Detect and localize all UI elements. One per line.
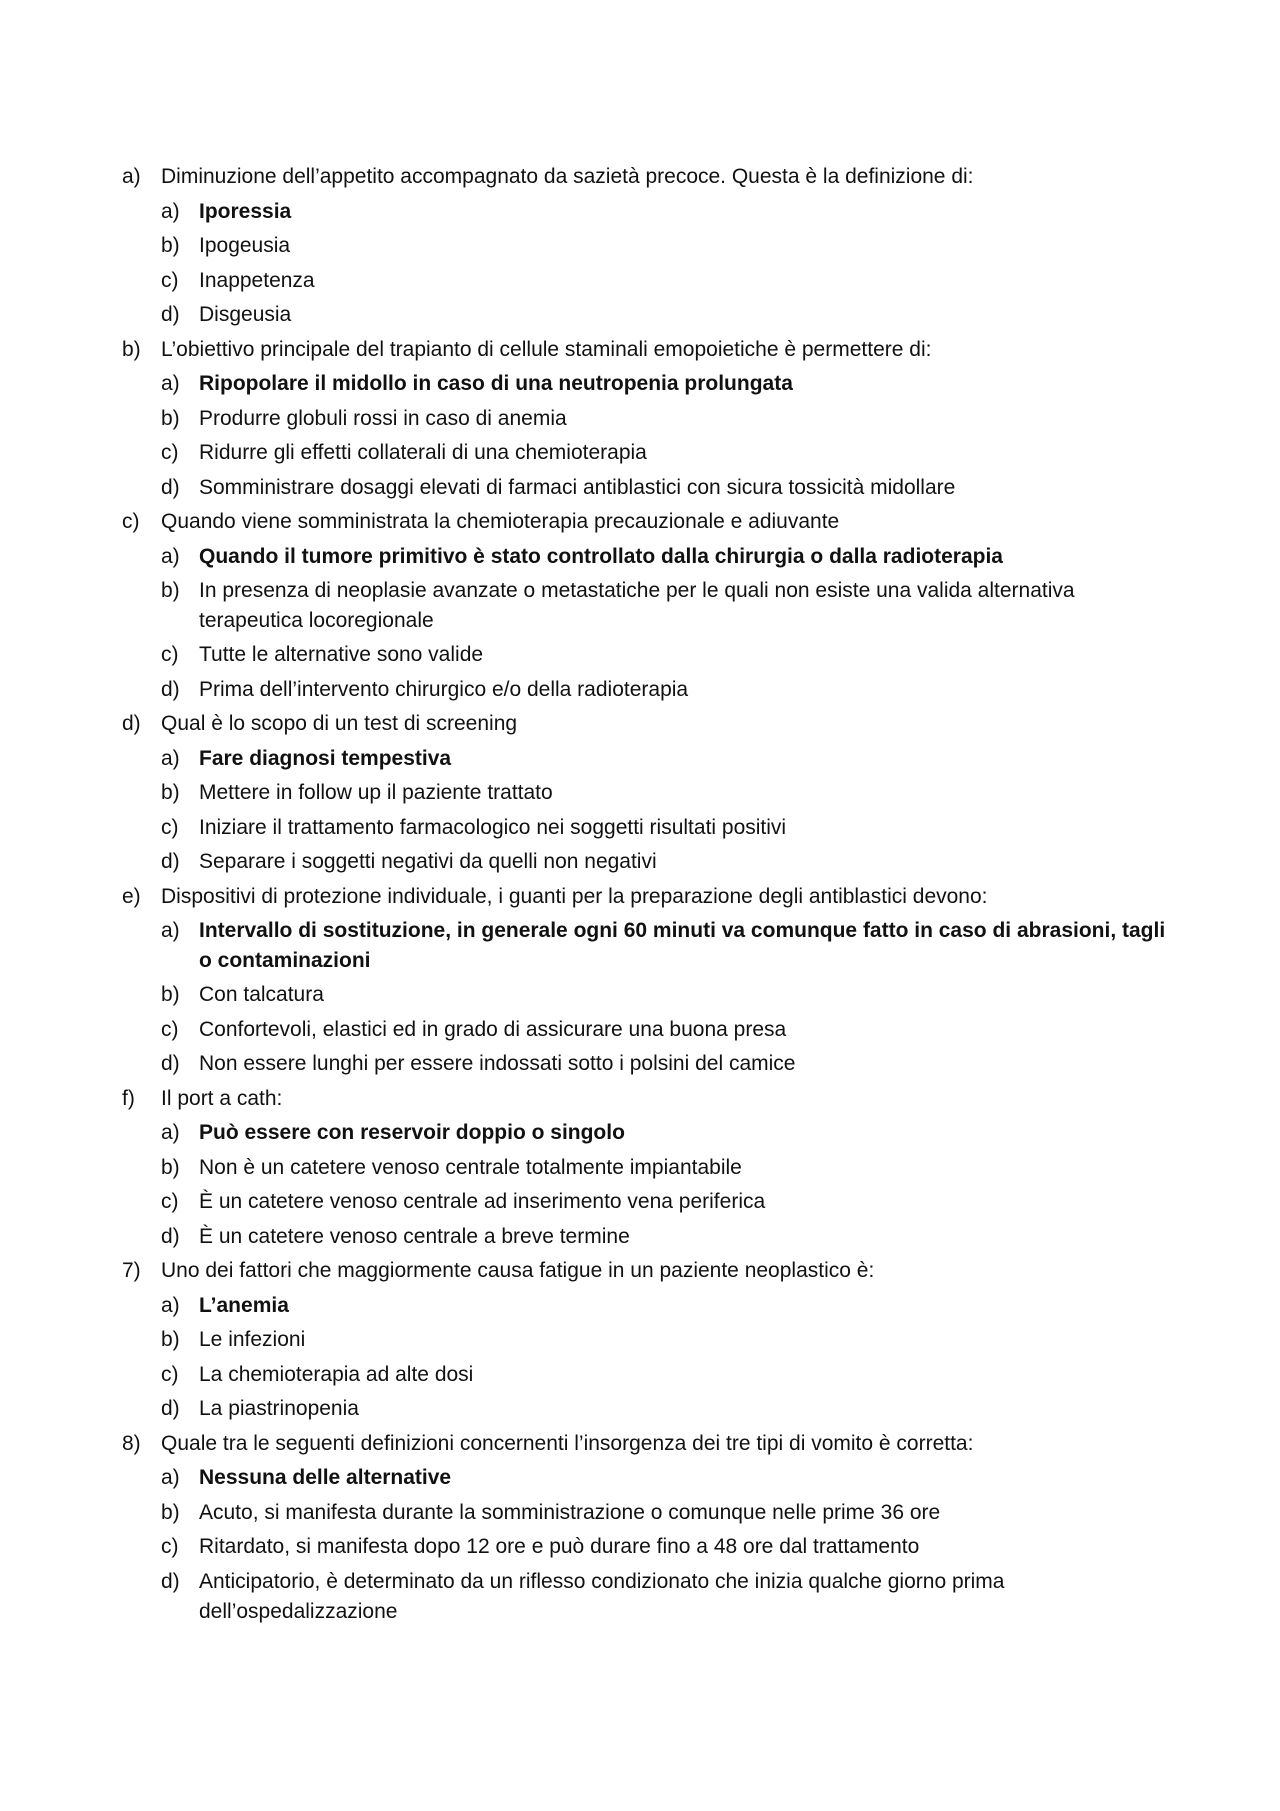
answer-option [161,776,1182,811]
question-text: Quale tra le seguenti definizioni concernenti l’insorgenza dei tre tipi di vomito è corretta: [161,1431,974,1455]
answer-letter: c) [161,1017,179,1041]
answer-option-correct [161,742,1182,777]
answer-option-correct [161,914,1182,978]
answer-list [122,540,1182,708]
answer-option [161,264,1182,299]
question-item [122,1082,1182,1255]
answer-letter: d) [161,303,180,326]
question-text: Quando viene somministrata la chemioterapia precauzionale e adiuvante [161,510,840,533]
answer-letter: a) [161,544,180,568]
question-row [122,707,1182,742]
answer-option [161,1220,1182,1255]
answer-option [161,1013,1182,1048]
answer-text: Produrre globuli rossi in caso di anemia [199,406,567,430]
answer-option [161,1496,1182,1531]
answer-text: È un catetere venoso centrale a breve termine [199,1224,630,1248]
answer-option [161,436,1182,471]
answer-option [161,402,1182,437]
question-row [122,160,1182,195]
answer-text: Può essere con reservoir doppio o singolo [199,1121,625,1144]
answer-option [161,1151,1182,1186]
question-row [122,1082,1182,1117]
question-number: d) [122,712,141,735]
answer-option [161,1565,1182,1629]
answer-text: Le infezioni [199,1328,306,1351]
answer-letter: c) [161,1535,179,1558]
question-number: f) [122,1086,135,1110]
answer-letter: b) [161,1328,180,1351]
question-number: a) [122,165,141,188]
answer-text: Separare i soggetti negativi da quelli non negativi [199,850,657,873]
answer-option [161,978,1182,1013]
answer-letter: d) [161,677,180,701]
answer-letter: a) [161,746,180,770]
answer-option [161,1323,1182,1358]
answer-letter: c) [161,441,179,464]
answer-text: L’anemia [199,1293,289,1317]
answer-letter: c) [161,1190,179,1213]
answer-option [161,1530,1182,1565]
answer-option [161,229,1182,264]
question-list [122,160,1182,1629]
answer-letter: d) [161,1052,180,1075]
answer-option-correct [161,1289,1182,1324]
answer-letter: b) [161,579,180,602]
answer-option [161,1185,1182,1220]
question-number: c) [122,510,140,533]
question-text: Il port a cath: [161,1086,283,1110]
answer-letter: a) [161,199,180,223]
answer-option [161,811,1182,846]
answer-text: La chemioterapia ad alte dosi [199,1362,474,1386]
answer-option-correct [161,540,1182,575]
answer-list [122,1116,1182,1254]
answer-list [122,914,1182,1082]
answer-letter: c) [161,268,179,292]
question-text: L’obiettivo principale del trapianto di cellule staminali emopoietiche è permettere di: [161,337,932,361]
answer-text: Confortevoli, elastici ed in grado di assicurare una buona presa [199,1017,787,1041]
answer-letter: c) [161,815,179,839]
answer-text: Ipogeusia [199,234,291,257]
answer-text: In presenza di neoplasie avanzate o metastatiche per le quali non esiste una valida alternativa terapeutica locoregionale [199,579,1075,632]
answer-option-correct [161,1116,1182,1151]
answer-text: Tutte le alternative sono valide [199,643,484,666]
answer-letter: b) [161,234,180,257]
answer-text: Non essere lunghi per essere indossati sotto i polsini del camice [199,1052,796,1075]
question-item [122,160,1182,333]
answer-letter: b) [161,983,180,1006]
answer-option [161,574,1182,638]
answer-text: Acuto, si manifesta durante la somministrazione o comunque nelle prime 36 ore [199,1500,941,1524]
answer-text: Anticipatorio, è determinato da un riflesso condizionato che inizia qualche giorno prima dell’ospedalizzazione [199,1569,1005,1623]
question-item [122,707,1182,880]
answer-text: Disgeusia [199,303,292,326]
question-row [122,1254,1182,1289]
question-text: Diminuzione dell’appetito accompagnato da sazietà precoce. Questa è la definizione di: [161,165,974,188]
answer-text: La piastrinopenia [199,1397,359,1420]
answer-option [161,1392,1182,1427]
answer-option [161,1047,1182,1082]
answer-letter: d) [161,1569,180,1593]
question-item [122,333,1182,506]
question-text: Qual è lo scopo di un test di screening [161,712,518,735]
answer-text: Iniziare il trattamento farmacologico nei soggetti risultati positivi [199,815,787,839]
question-number: 8) [122,1431,141,1455]
question-row [122,333,1182,368]
answer-list [122,195,1182,333]
answer-letter: d) [161,1224,180,1248]
answer-letter: a) [161,919,180,942]
answer-letter: c) [161,1362,179,1386]
question-number: b) [122,337,141,361]
question-number: e) [122,884,141,908]
answer-text: Nessuna delle alternative [199,1466,452,1489]
question-row [122,505,1182,540]
answer-text: Con talcatura [199,983,324,1006]
answer-text: Ripopolare il midollo in caso di una neutropenia prolungata [199,372,793,395]
answer-letter: d) [161,850,180,873]
question-number: 7) [122,1259,141,1282]
answer-option [161,638,1182,673]
question-item [122,505,1182,707]
answer-letter: a) [161,1466,180,1489]
answer-letter: b) [161,1500,180,1524]
answer-option [161,471,1182,506]
question-item [122,1254,1182,1427]
answer-option [161,845,1182,880]
answer-text: Quando il tumore primitivo è stato controllato dalla chirurgia o dalla radioterapia [199,544,1003,568]
answer-text: Fare diagnosi tempestiva [199,746,452,770]
answer-list [122,1461,1182,1629]
answer-text: Ridurre gli effetti collaterali di una chemioterapia [199,441,647,464]
answer-letter: a) [161,372,180,395]
question-row [122,880,1182,915]
answer-text: Iporessia [199,199,292,223]
answer-option [161,298,1182,333]
answer-letter: d) [161,1397,180,1420]
answer-text: Non è un catetere venoso centrale totalmente impiantabile [199,1155,742,1179]
answer-text: Mettere in follow up il paziente trattato [199,781,553,804]
answer-letter: c) [161,643,179,666]
answer-text: È un catetere venoso centrale ad inserimento vena periferica [199,1190,766,1213]
answer-letter: b) [161,406,180,430]
question-item [122,880,1182,1082]
answer-option-correct [161,1461,1182,1496]
question-item [122,1427,1182,1629]
answer-list [122,367,1182,505]
answer-option [161,673,1182,708]
question-row [122,1427,1182,1462]
answer-text: Inappetenza [199,268,315,292]
answer-letter: b) [161,781,180,804]
answer-list [122,742,1182,880]
answer-text: Prima dell’intervento chirurgico e/o della radioterapia [199,677,689,701]
answer-list [122,1289,1182,1427]
answer-letter: d) [161,475,180,499]
answer-letter: a) [161,1121,180,1144]
answer-text: Intervallo di sostituzione, in generale ogni 60 minuti va comunque fatto in caso di abrasioni, tagli o contaminazioni [199,919,1166,972]
answer-option [161,1358,1182,1393]
answer-text: Ritardato, si manifesta dopo 12 ore e può durare fino a 48 ore dal trattamento [199,1535,920,1558]
answer-letter: a) [161,1293,180,1317]
answer-text: Somministrare dosaggi elevati di farmaci antiblastici con sicura tossicità midollare [199,475,956,499]
question-text: Uno dei fattori che maggiormente causa fatigue in un paziente neoplastico è: [161,1259,875,1282]
question-text: Dispositivi di protezione individuale, i guanti per la preparazione degli antiblastici devono: [161,884,988,908]
answer-option-correct [161,195,1182,230]
answer-option-correct [161,367,1182,402]
answer-letter: b) [161,1155,180,1179]
